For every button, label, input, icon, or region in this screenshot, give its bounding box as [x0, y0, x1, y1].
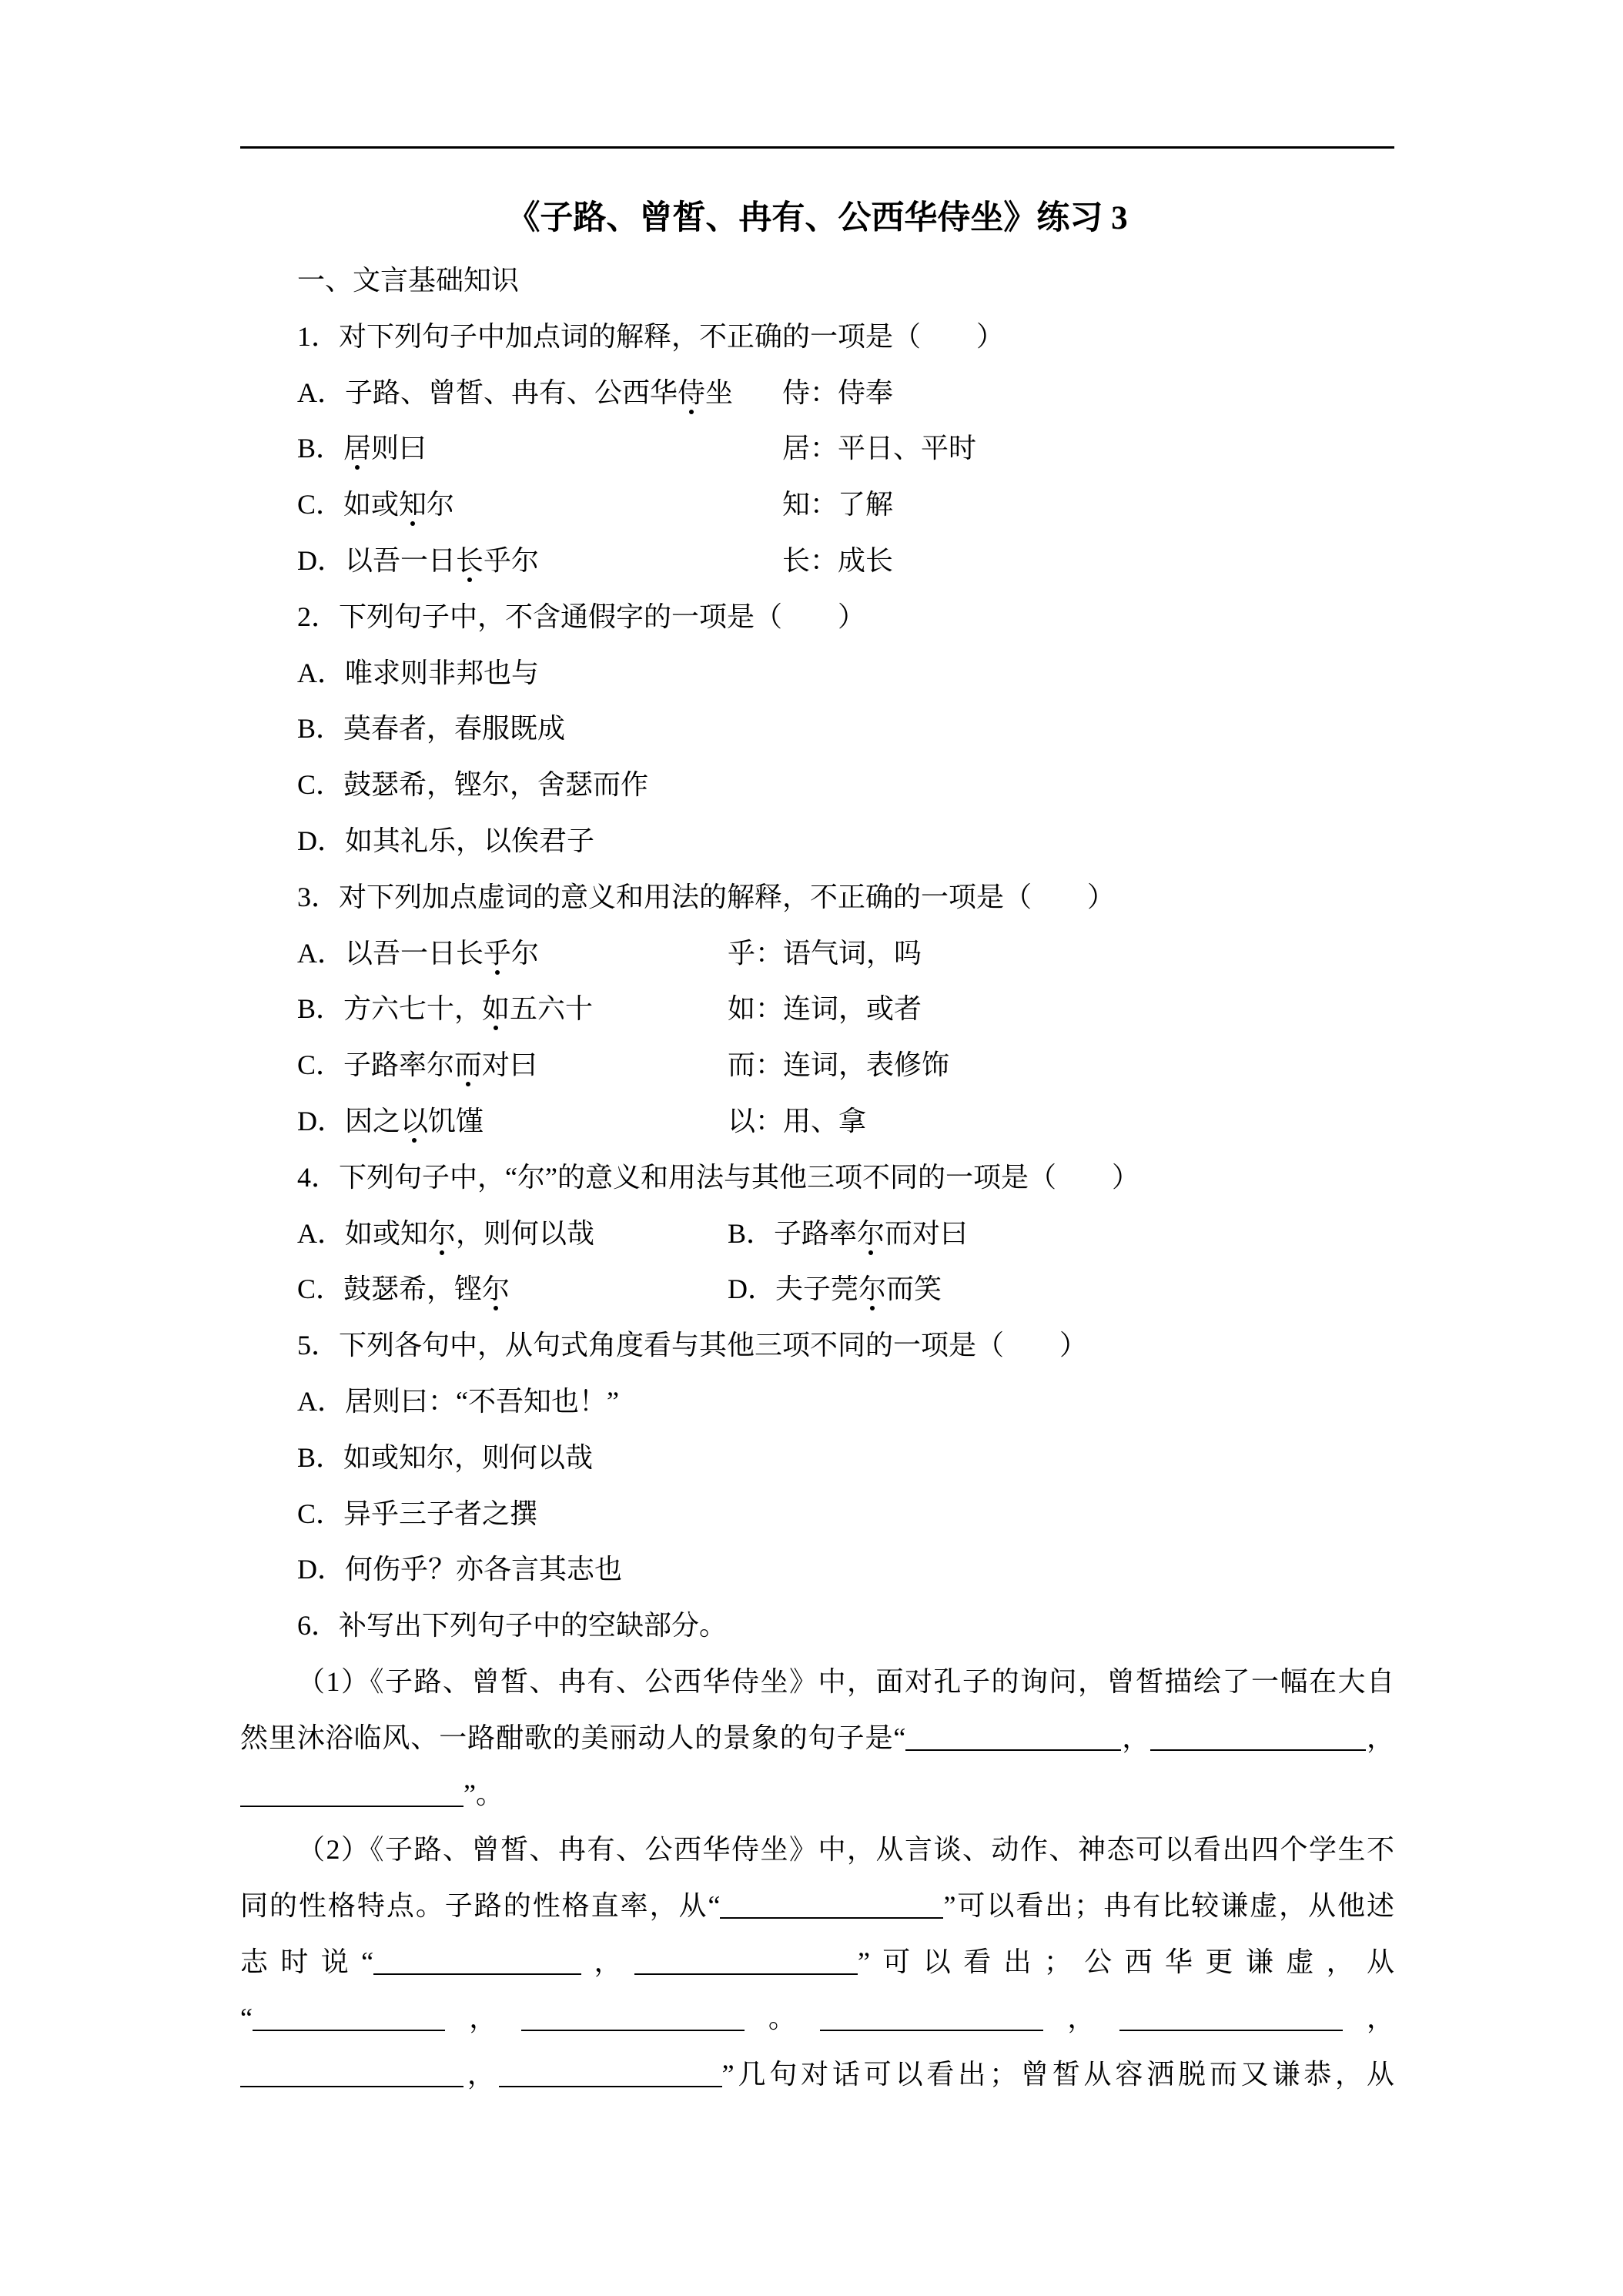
- question-5-option-d: D．何伤乎？亦各言其志也: [297, 1554, 622, 1585]
- punctuation-comma: ，: [1366, 1722, 1394, 1753]
- answer-blank: [521, 2014, 745, 2031]
- question-2-stem: 2．下列句子中，不含通假字的一项是（ ）: [297, 601, 866, 632]
- option-text-before: C．鼓瑟希，铿: [297, 1274, 483, 1305]
- passage-text: ”几句对话可以看出；曾皙从容洒脱而又谦恭，从: [721, 2058, 1394, 2090]
- dotted-word: 尔: [482, 1274, 510, 1305]
- question-3-option-b: [240, 981, 1394, 1037]
- dotted-word: 乎: [484, 937, 512, 969]
- option-text-after: 对曰: [482, 1049, 538, 1081]
- answer-blank: [499, 2070, 722, 2087]
- question-1-option-c: [240, 477, 1394, 533]
- option-text-before: B．: [297, 433, 344, 464]
- option-text-before: D．因之: [297, 1105, 400, 1136]
- option-gloss: 知：了解: [782, 489, 894, 520]
- question-3-option-a: [240, 925, 1394, 982]
- question-6-part-2-line-3: [240, 1934, 1394, 1990]
- option-sentence: [297, 1093, 728, 1150]
- question-6-part-2-line-2: [240, 1878, 1394, 1934]
- option-gloss: 以：用、拿: [728, 1105, 867, 1136]
- punctuation-comma: ，: [444, 2002, 521, 2033]
- option-text-after: 而笑: [886, 1274, 942, 1305]
- answer-blank: [240, 1790, 463, 1807]
- question-2-option-a: A．唯求则非邦也与: [297, 657, 539, 688]
- question-2-option-b: B．莫春者，春服既成: [297, 713, 566, 745]
- option-gloss: 如：连词，或者: [728, 993, 922, 1025]
- passage-text: ”可以看出；冉有比较谦虚，从他述: [943, 1890, 1394, 1922]
- answer-blank: [820, 2014, 1043, 2031]
- question-6-part-1-line-3: [240, 1766, 1394, 1822]
- dotted-word: 如: [482, 993, 510, 1025]
- dotted-word: 以: [400, 1105, 429, 1136]
- question-4-stem: 4．下列句子中，“尔”的意义和用法与其他三项不同的一项是（ ）: [297, 1161, 1139, 1193]
- option-gloss: 乎：语气词，吗: [728, 937, 922, 969]
- dotted-word: 侍: [678, 377, 706, 408]
- answer-blank: [373, 1958, 581, 1975]
- passage-text: 然里沐浴临风、一路酣歌的美丽动人的景象的句子是“: [240, 1722, 906, 1753]
- option-sentence: [297, 533, 782, 589]
- option-gloss: 长：成长: [782, 544, 894, 576]
- option-text-after: 尔: [511, 937, 540, 969]
- option-text-before: D．以吾一日: [297, 544, 456, 576]
- question-3-stem: 3．对下列加点虚词的意义和用法的解释，不正确的一项是（ ）: [297, 881, 1116, 912]
- question-5-option-b: B．如或知尔，则何以哉: [297, 1441, 594, 1473]
- passage-text: ”可以看出；公西华更谦虚，从: [857, 1946, 1394, 1977]
- option-sentence: [297, 420, 782, 477]
- option-text-before: A．子路、曾皙、冉有、公西华: [297, 377, 678, 408]
- dotted-word: 尔: [428, 1217, 457, 1249]
- option-text-before: B．方六七十，: [297, 993, 483, 1025]
- dotted-word: 知: [399, 489, 427, 520]
- answer-blank: [720, 1902, 943, 1919]
- question-5-stem: 5．下列各句中，从句式角度看与其他三项不同的一项是（ ）: [297, 1330, 1088, 1361]
- passage-text: 志时说“: [240, 1946, 374, 1977]
- option-text-before: A．以吾一日长: [297, 937, 484, 969]
- header-rule: [240, 146, 1394, 149]
- option-text-before: B．子路率: [728, 1217, 858, 1249]
- question-4-options-row-1: [240, 1206, 1394, 1262]
- question-6-part-2-line-5: [240, 2047, 1394, 2103]
- question-4-option-a: [297, 1206, 728, 1262]
- question-6-part-2-line-1: （2）《子路、曾皙、冉有、公西华侍坐》中，从言谈、动作、神态可以看出四个学生不: [297, 1834, 1394, 1866]
- punctuation-comma: ，: [463, 2058, 499, 2090]
- option-sentence: [297, 1037, 728, 1093]
- option-text-after: 则曰: [371, 433, 427, 464]
- dotted-word: 居: [343, 433, 372, 464]
- answer-blank: [1150, 1734, 1366, 1751]
- option-gloss: 居：平日、平时: [782, 433, 977, 464]
- option-text-after: 五六十: [510, 993, 594, 1025]
- punctuation-period: 。: [744, 2002, 821, 2033]
- option-gloss: 侍：侍奉: [782, 377, 894, 408]
- option-sentence: [297, 365, 782, 421]
- punctuation-comma: ，: [1342, 2002, 1394, 2033]
- option-sentence: [297, 925, 728, 982]
- option-text-after: 而对曰: [885, 1217, 969, 1249]
- punctuation-comma: ，: [1121, 1722, 1151, 1753]
- dotted-word: 尔: [857, 1217, 885, 1249]
- passage-text: ”。: [463, 1778, 504, 1809]
- question-2-option-d: D．如其礼乐，以俟君子: [297, 825, 594, 856]
- question-4-option-c: [297, 1261, 728, 1317]
- option-text-after: 坐: [705, 377, 734, 408]
- question-1-stem: 1．对下列句子中加点词的解释，不正确的一项是（ ）: [297, 320, 1005, 352]
- punctuation-comma: ，: [581, 1946, 634, 1977]
- passage-text: 同的性格特点。子路的性格直率，从“: [240, 1890, 721, 1922]
- option-sentence: [297, 477, 782, 533]
- option-text-before: C．如或: [297, 489, 400, 520]
- question-4-options-row-2: [240, 1261, 1394, 1317]
- question-6-part-2-line-4: [240, 1990, 1394, 2047]
- question-6-part-1-line-1: （1）《子路、曾皙、冉有、公西华侍坐》中，面对孔子的询问，曾皙描绘了一幅在大自: [297, 1665, 1394, 1697]
- option-sentence: [297, 981, 728, 1037]
- option-gloss: 而：连词，表修饰: [728, 1049, 950, 1081]
- question-5-option-c: C．异乎三子者之撰: [297, 1498, 538, 1529]
- question-4-option-d: [728, 1261, 1394, 1317]
- question-1-option-b: [240, 420, 1394, 477]
- page-title: 《子路、曾皙、冉有、公西华侍坐》练习 3: [507, 200, 1128, 236]
- option-text-before: C．子路率尔: [297, 1049, 455, 1081]
- question-4-option-b: [728, 1206, 1394, 1262]
- option-text-after: 饥馑: [428, 1105, 484, 1136]
- question-6-part-1-line-2: [240, 1710, 1394, 1766]
- answer-blank: [634, 1958, 858, 1975]
- question-3-option-c: [240, 1037, 1394, 1093]
- answer-blank: [905, 1734, 1121, 1751]
- answer-blank: [253, 2014, 445, 2031]
- question-1-option-d: [240, 533, 1394, 589]
- option-text-before: A．如或知: [297, 1217, 428, 1249]
- punctuation-open-quote: “: [240, 2002, 253, 2033]
- question-6-stem: 6．补写出下列句子中的空缺部分。: [297, 1610, 728, 1642]
- punctuation-comma: ，: [1043, 2002, 1119, 2033]
- option-text-after: ，则何以哉: [456, 1217, 595, 1249]
- option-text-after: 乎尔: [484, 544, 540, 576]
- dotted-word: 长: [456, 544, 484, 576]
- dotted-word: 尔: [858, 1274, 887, 1305]
- answer-blank: [240, 2070, 463, 2087]
- option-text-before: D．夫子莞: [728, 1274, 858, 1305]
- section-heading: 一、文言基础知识: [297, 265, 520, 296]
- dotted-word: 而: [454, 1049, 483, 1081]
- question-2-option-c: C．鼓瑟希，铿尔，舍瑟而作: [297, 769, 649, 801]
- question-1-option-a: [240, 365, 1394, 421]
- option-text-after: 尔: [427, 489, 455, 520]
- document-body: [240, 253, 1394, 2102]
- question-5-option-a: A．居则曰：“不吾知也！”: [297, 1385, 619, 1417]
- question-3-option-d: [240, 1093, 1394, 1150]
- answer-blank: [1119, 2014, 1343, 2031]
